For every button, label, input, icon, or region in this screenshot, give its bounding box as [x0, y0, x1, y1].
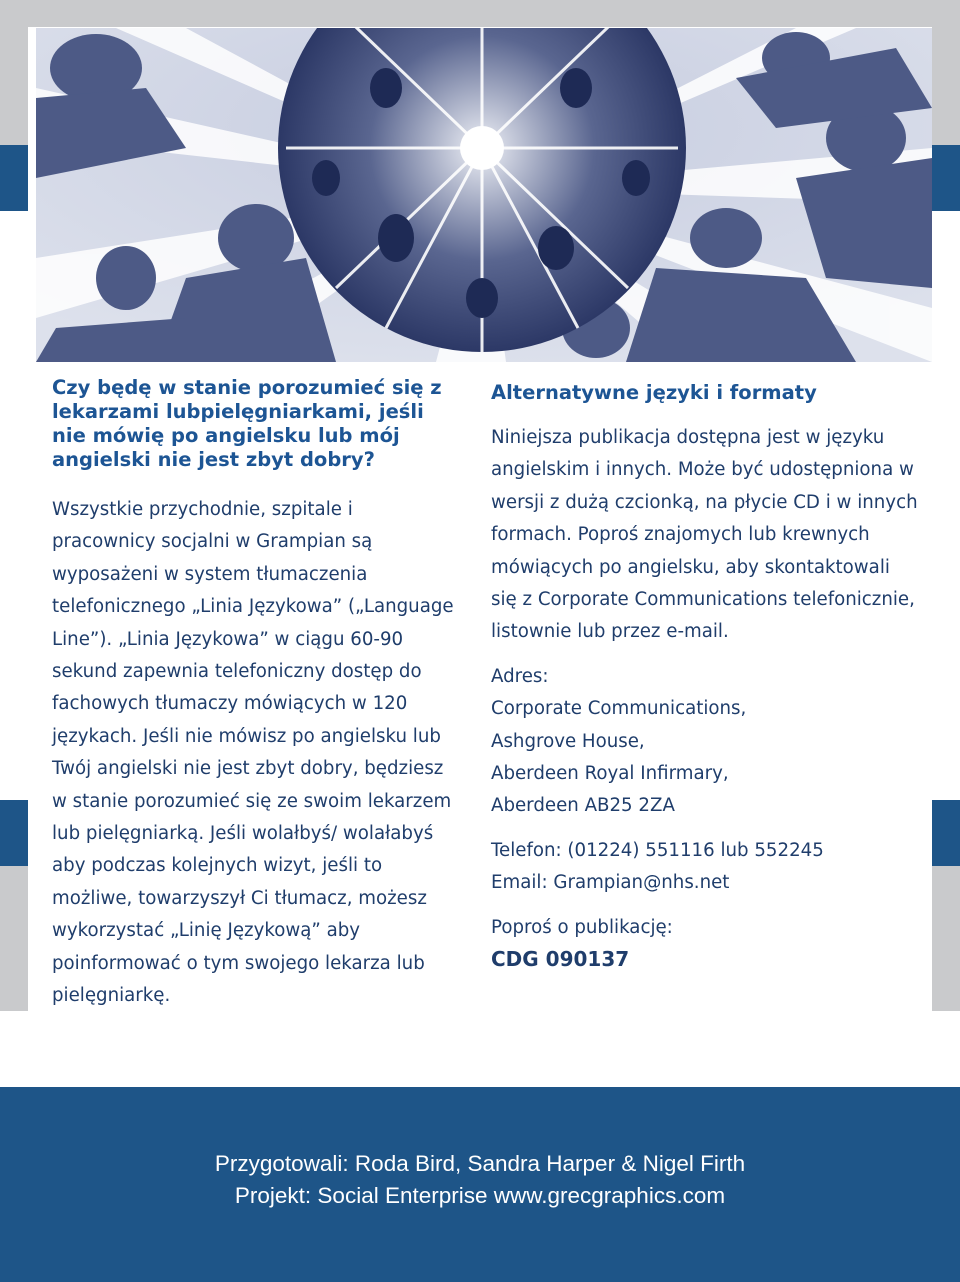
request-label: Poproś o publikację: [491, 916, 673, 938]
email-text: Email: Grampian@nhs.net [491, 872, 730, 894]
right-edge-grey-lower [932, 866, 960, 1011]
phone-text: Telefon: (01224) 551116 lub 552245 [491, 839, 824, 861]
address-block [491, 661, 921, 823]
right-edge-blue-tab-lower [932, 800, 960, 866]
question-heading: Czy będę w stanie porozumieć się z lekarzami lubpielęgniarkami, jeśli nie mówię po angielsku lub mój angielski nie jest zbyt dobry? [52, 376, 442, 471]
address-line: Aberdeen Royal Infirmary, [491, 763, 729, 785]
footer-banner [0, 1087, 960, 1282]
contact-block [491, 835, 921, 900]
left-edge-blue-tab-lower [0, 800, 28, 866]
address-line: Ashgrove House, [491, 730, 645, 752]
address-line: Aberdeen AB25 2ZA [491, 795, 675, 817]
left-column [52, 376, 462, 1013]
left-edge-blue-tab [0, 145, 28, 211]
left-edge-grey [0, 27, 28, 145]
footer-design-credit: Projekt: Social Enterprise www.grecgraphics.com [234, 1183, 726, 1208]
footer-credits: Przygotowali: Roda Bird, Sandra Harper & Nigel Firth [214, 1151, 746, 1176]
right-edge-blue-tab [932, 145, 960, 211]
top-border-strip [0, 0, 960, 27]
address-label: Adres: [491, 665, 549, 687]
people-radial-illustration [36, 28, 932, 362]
left-edge-grey-lower [0, 866, 28, 1011]
hero-illustration [36, 28, 932, 362]
alternative-formats-text: Niniejsza publikacja dostępna jest w języku angielskim i innych. Może być udostępniona w wersji z dużą czcionką, na płycie CD i w innych formach. Poproś znajomych lub krewnych mówiących po angielsku, aby skontaktowali się z Corporate Communications telefonicznie, listownie lub przez e-mail. [491, 427, 918, 643]
request-block [491, 912, 921, 974]
alternative-formats-heading: Alternatywne języki i formaty [491, 381, 817, 404]
right-column [491, 380, 921, 974]
left-body-text: Wszystkie przychodnie, szpitale i pracownicy socjalni w Grampian są wyposażeni w system tłumaczenia telefonicznego „Linia Językowa” („Language Line”). „Linia Językowa” w ciągu 60-90 sekund zapewnia telefoniczny dostęp do fachowych tłumaczy mówiących w 120 językach. Jeśli nie mówisz po angielsku lub Twój angielski nie jest zbyt dobry, będziesz w stanie porozumieć się ze swoim lekarzem lub pielęgniarką. Jeśli wolałbyś/ wolałabyś aby podczas kolejnych wizyt, jeśli to możliwe, towarzyszył Ci tłumacz, możesz wykorzystać „Linię Językową” aby poinformować o tym swojego lekarza lub pielęgniarkę. [52, 499, 454, 1007]
right-edge-grey [932, 27, 960, 145]
address-line: Corporate Communications, [491, 698, 747, 720]
publication-code: CDG 090137 [491, 947, 630, 972]
